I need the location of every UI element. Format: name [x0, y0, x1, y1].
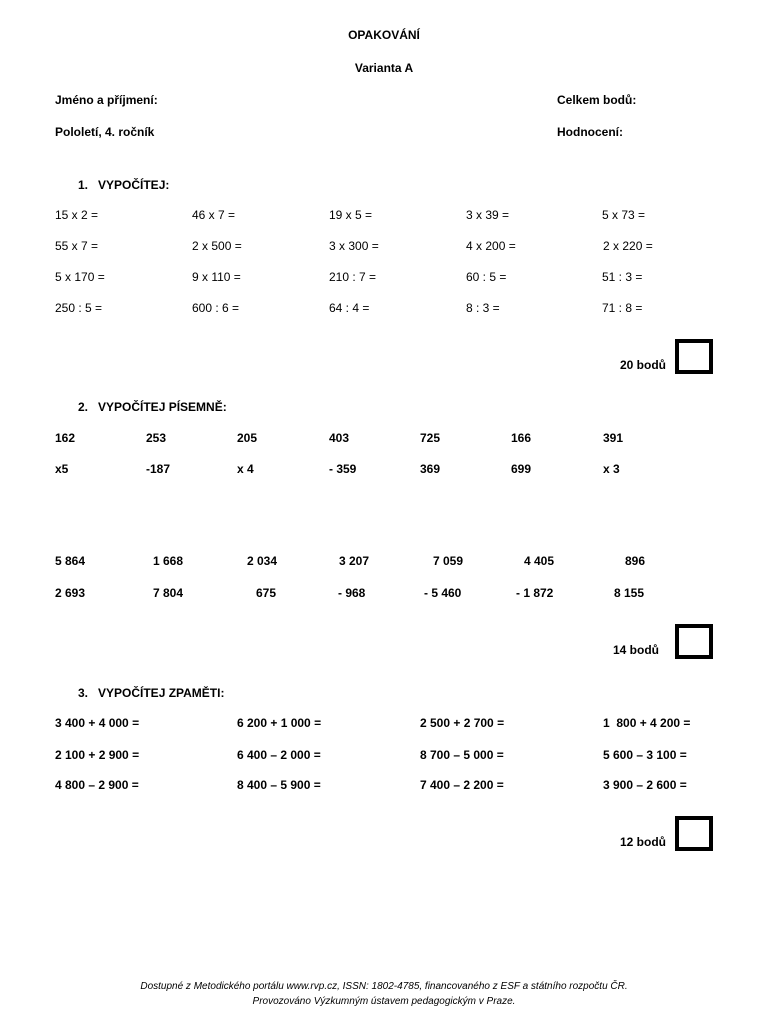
s3-cell: 6 400 – 2 000 =: [237, 748, 321, 762]
s2-bottom: 369: [420, 462, 441, 476]
s2-top: 166: [511, 431, 532, 445]
name-label: Jméno a příjmení:: [55, 93, 158, 107]
s3-cell: 6 200 + 1 000 =: [237, 716, 322, 730]
s1-cell: 250 : 5 =: [55, 301, 103, 315]
s2-top: 391: [603, 431, 624, 445]
s3-cell: 4 800 – 2 900 =: [55, 778, 139, 792]
s2-top: 162: [55, 431, 76, 445]
footer-line1: Dostupné z Metodického portálu www.rvp.cz, ISSN: 1802-4785, financovaného z ESF a státního rozpočtu ČR.: [140, 981, 628, 992]
s2-bottom: 7 804: [153, 586, 184, 600]
s2-bottom: -187: [146, 462, 171, 476]
s2-bottom: - 968: [338, 586, 366, 600]
s2-top: 5 864: [55, 554, 86, 568]
variant-label: Varianta A: [354, 61, 414, 75]
s2-top: 7 059: [433, 554, 464, 568]
s1-cell: 210 : 7 =: [329, 270, 377, 284]
section1-heading: 1. VYPOČÍTEJ:: [78, 178, 170, 192]
section3-score-box[interactable]: [675, 816, 713, 851]
s2-bottom: 8 155: [614, 586, 645, 600]
s3-cell: 7 400 – 2 200 =: [420, 778, 504, 792]
s2-bottom: 699: [511, 462, 532, 476]
s2-top: 725: [420, 431, 441, 445]
s3-cell: 2 100 + 2 900 =: [55, 748, 140, 762]
s3-cell: 3 900 – 2 600 =: [603, 778, 687, 792]
s2-top: 403: [329, 431, 350, 445]
s3-cell: 2 500 + 2 700 =: [420, 716, 505, 730]
page-title: OPAKOVÁNÍ: [348, 28, 420, 42]
section1-score-box[interactable]: [675, 339, 713, 374]
s1-cell: 4 x 200 =: [466, 239, 516, 253]
s2-top: 896: [625, 554, 646, 568]
grade-label: Hodnocení:: [557, 125, 623, 139]
s3-cell: 8 400 – 5 900 =: [237, 778, 321, 792]
s2-top: 3 207: [339, 554, 370, 568]
s2-top: 4 405: [524, 554, 555, 568]
s1-cell: 60 : 5 =: [466, 270, 507, 284]
s2-top: 205: [237, 431, 258, 445]
footer-line2: Provozováno Výzkumným ústavem pedagogickým v Praze.: [252, 996, 516, 1007]
total-points-label: Celkem bodů:: [557, 93, 637, 107]
s1-cell: 9 x 110 =: [192, 270, 241, 284]
s1-cell: 55 x 7 =: [55, 239, 99, 253]
s1-cell: 51 : 3 =: [602, 270, 643, 284]
s2-bottom: x 3: [603, 462, 620, 476]
s2-bottom: 2 693: [55, 586, 86, 600]
s2-top: 253: [146, 431, 167, 445]
s3-cell: 1 800 + 4 200 =: [603, 716, 691, 730]
s1-cell: 2 x 500 =: [192, 239, 242, 253]
s2-bottom: - 359: [329, 462, 357, 476]
section2-points: 14 bodů: [613, 643, 660, 657]
s3-cell: 3 400 + 4 000 =: [55, 716, 140, 730]
period-label: Pololetí, 4. ročník: [55, 125, 155, 139]
s1-cell: 64 : 4 =: [329, 301, 370, 315]
s1-cell: 15 x 2 =: [55, 208, 99, 222]
s3-cell: 8 700 – 5 000 =: [420, 748, 504, 762]
s2-bottom: 675: [256, 586, 277, 600]
s1-cell: 19 x 5 =: [329, 208, 373, 222]
section1-points: 20 bodů: [620, 358, 667, 372]
s1-cell: 3 x 39 =: [466, 208, 510, 222]
s1-cell: 600 : 6 =: [192, 301, 240, 315]
s1-cell: 2 x 220 =: [603, 239, 653, 253]
s1-cell: 8 : 3 =: [466, 301, 500, 315]
s2-bottom: - 5 460: [424, 586, 462, 600]
s1-cell: 3 x 300 =: [329, 239, 379, 253]
s1-cell: 5 x 73 =: [602, 208, 646, 222]
s2-top: 2 034: [247, 554, 278, 568]
s1-cell: 46 x 7 =: [192, 208, 236, 222]
s1-cell: 71 : 8 =: [602, 301, 643, 315]
section2-score-box[interactable]: [675, 624, 713, 659]
s1-cell: 5 x 170 =: [55, 270, 105, 284]
section2-heading: 2. VYPOČÍTEJ PÍSEMNĚ:: [78, 400, 227, 414]
section3-points: 12 bodů: [620, 835, 667, 849]
s2-bottom: x5: [55, 462, 69, 476]
s2-bottom: - 1 872: [516, 586, 554, 600]
s3-cell: 5 600 – 3 100 =: [603, 748, 687, 762]
section3-heading: 3. VYPOČÍTEJ ZPAMĚTI:: [78, 686, 225, 700]
s2-top: 1 668: [153, 554, 184, 568]
s2-bottom: x 4: [237, 462, 254, 476]
